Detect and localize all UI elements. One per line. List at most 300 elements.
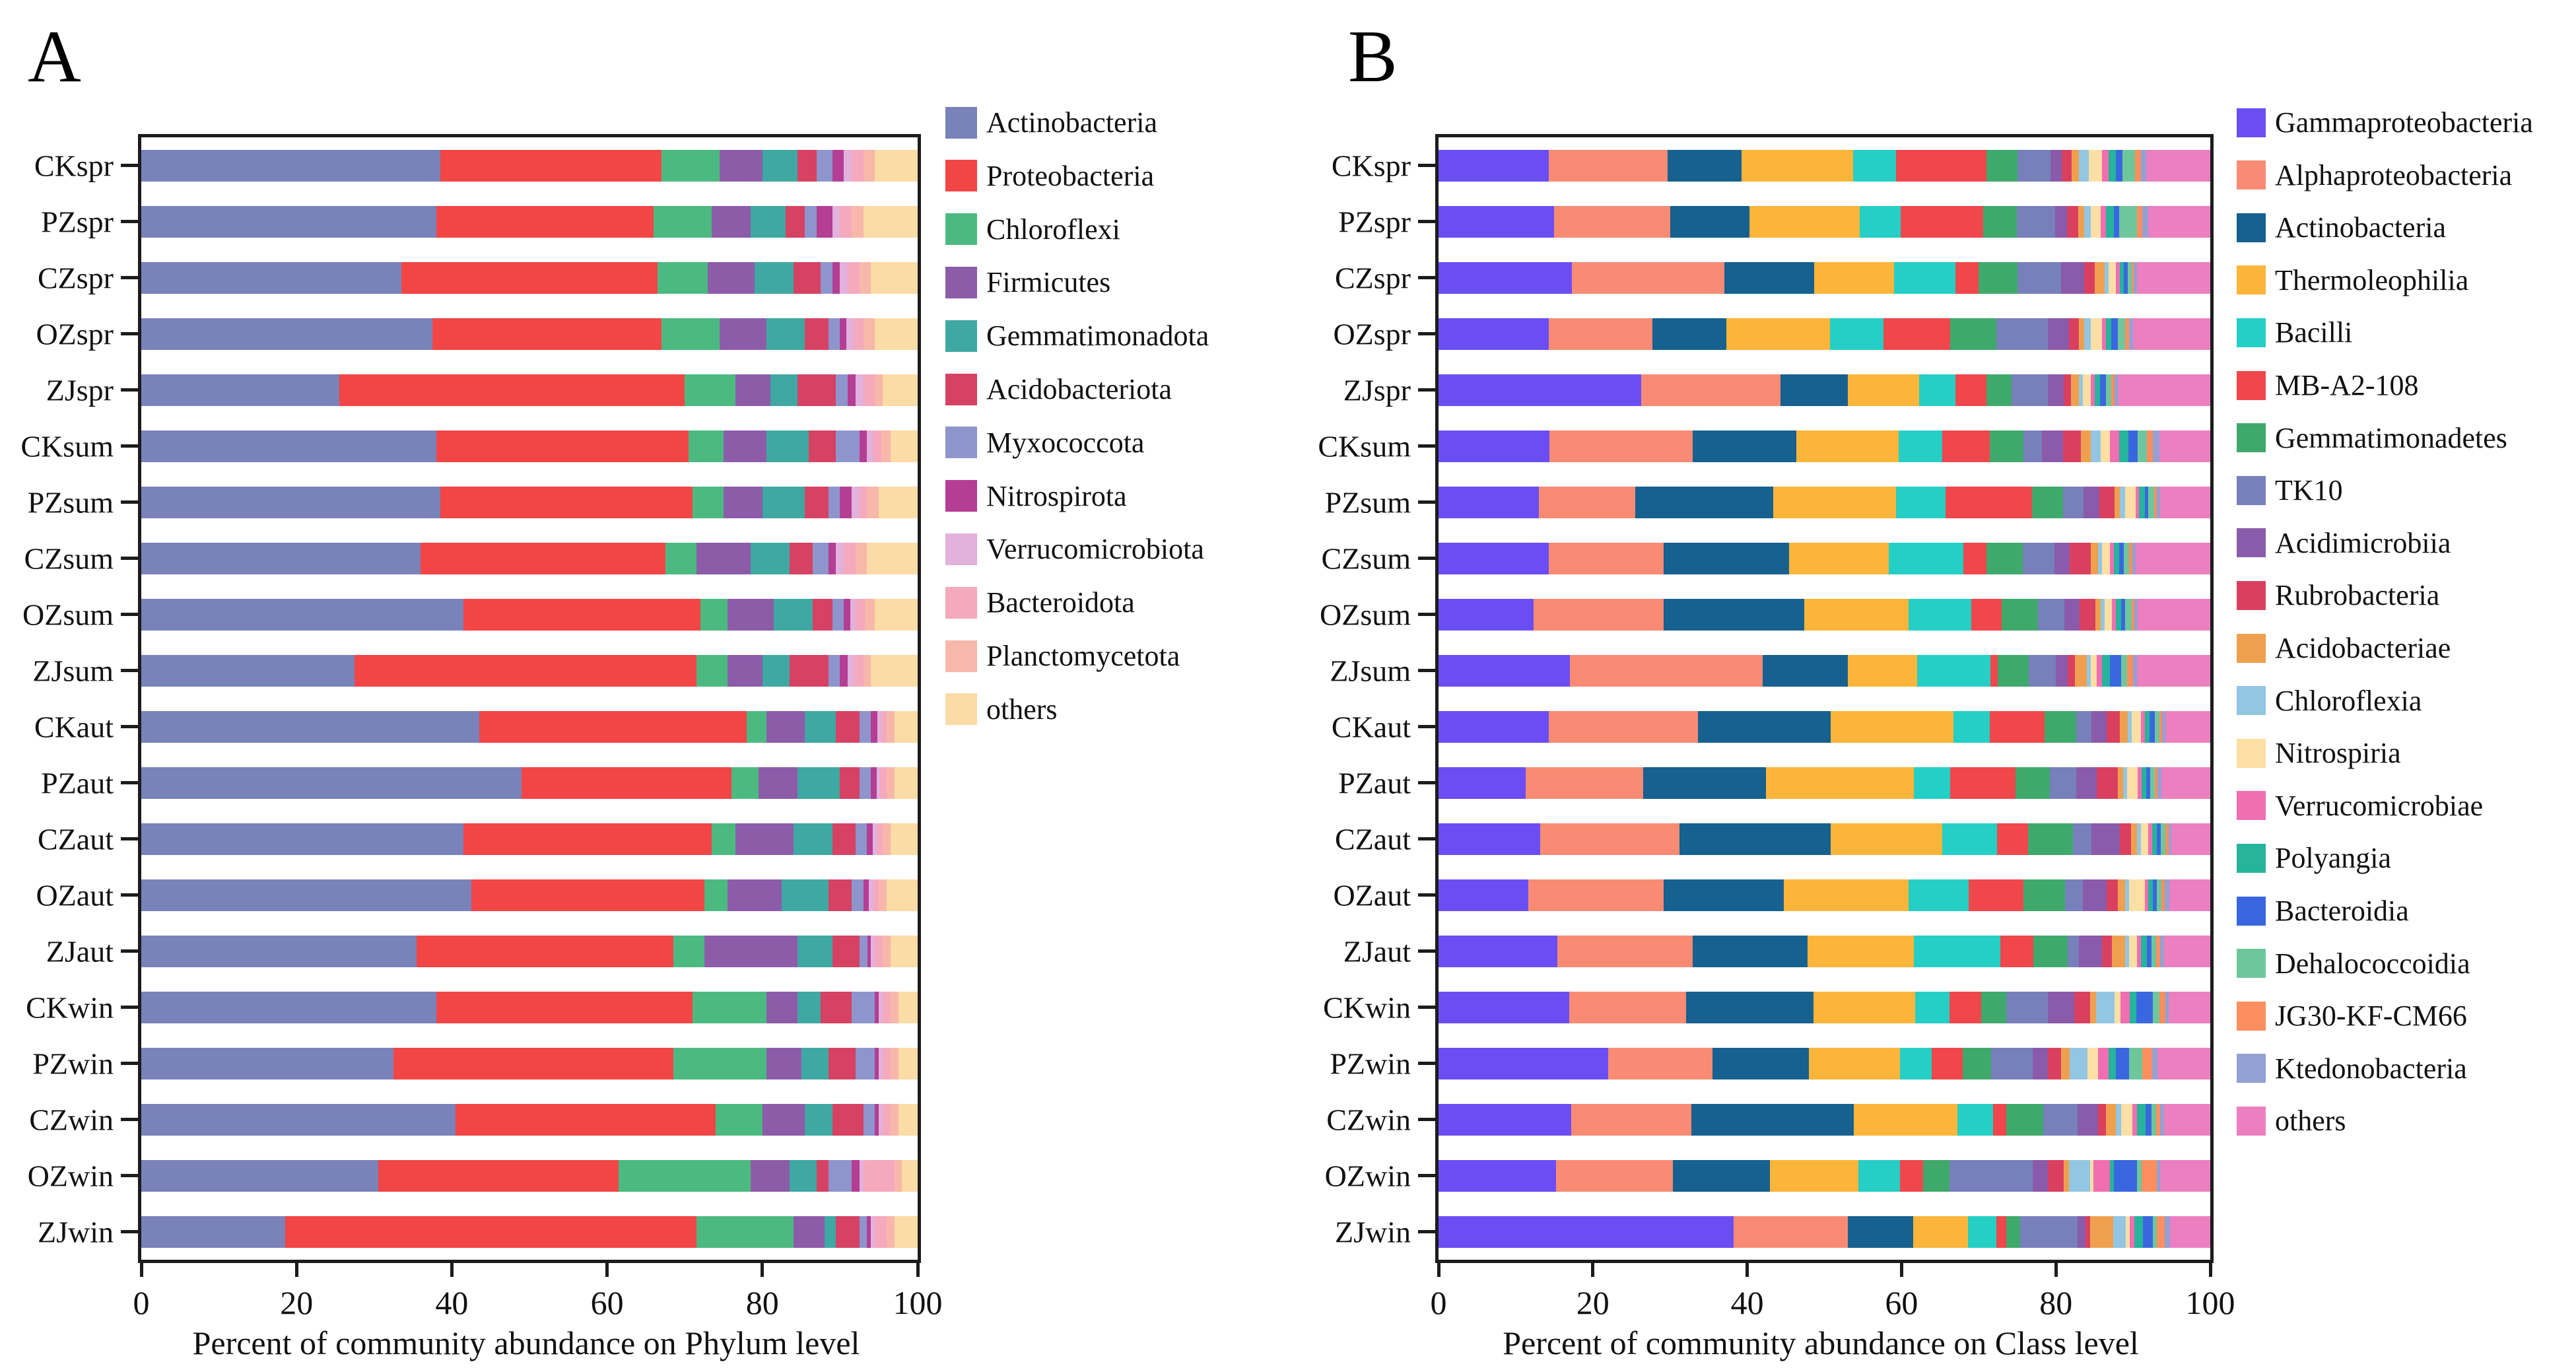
bar-segment-Firmicutes (763, 1104, 805, 1136)
bar-segment-Verrucomicrobiae (2132, 1104, 2137, 1136)
bar-segment-Bacilli (1919, 374, 1955, 406)
bar-segment-Acidimicrobiia (2054, 543, 2070, 574)
legend-swatch-icon (2237, 581, 2266, 610)
y-axis-tick (121, 781, 138, 784)
bar-segment-Actinobacteria (141, 1160, 378, 1192)
bar-segment-Dehalococcoidia (2153, 992, 2159, 1023)
bar-segment-Bacilli (1858, 1160, 1900, 1192)
bar-segment-Myxococcota (829, 318, 840, 350)
bar-segment-Gemmatimonadetes (1981, 992, 2007, 1023)
bar-segment-others (879, 487, 918, 518)
bar-segment-Actinobacteria (141, 1216, 285, 1248)
x-tick-label-80: 80 (745, 1284, 779, 1321)
bar-row-OZaut (1439, 879, 2210, 911)
category-label-PZaut: PZaut (41, 766, 114, 800)
bar-segment-Alphaproteobacteria (1570, 655, 1763, 687)
bar-segment-others (2138, 599, 2210, 631)
bar-segment-Firmicutes (712, 206, 751, 238)
bar-segment-Actinobacteria (141, 206, 436, 238)
bar-segment-Rubrobacteria (2063, 430, 2081, 462)
bar-segment-Acidimicrobiia (2048, 374, 2063, 406)
bar-segment-Bacteroidota (873, 879, 879, 911)
legend-label: Alphaproteobacteria (2275, 158, 2513, 191)
legend-swatch-icon (2237, 318, 2266, 347)
x-axis-tick (295, 1260, 298, 1277)
bar-segment-Gemmatimonadota (766, 318, 805, 350)
bar-segment-Chloroflexi (689, 430, 724, 462)
bar-segment-Myxococcota (817, 150, 832, 182)
bar-row-OZsum (1439, 599, 2210, 631)
y-axis-tick (1418, 444, 1435, 448)
bar-segment-Myxococcota (860, 936, 867, 967)
bar-segment-Rubrobacteria (2098, 1104, 2106, 1136)
y-axis-tick (121, 164, 138, 167)
bar-segment-Gammaproteobacteria (1439, 655, 1570, 687)
y-axis-tick (121, 500, 138, 504)
bar-segment-Dehalococcoidia (2137, 1160, 2142, 1192)
category-label-CKspr: CKspr (34, 149, 114, 182)
bar-row-PZwin (141, 1048, 918, 1079)
category-label-OZaut: OZaut (1333, 878, 1411, 912)
legend-item-Nitrospirota (945, 479, 1127, 513)
bar-segment-Acidobacteriota (829, 1048, 856, 1079)
bar-segment-Dehalococcoidia (2157, 879, 2161, 911)
legend-item-Thermoleophilia (2237, 263, 2468, 297)
bar-segment-TK10 (2068, 936, 2080, 967)
bar-segment-others (2148, 206, 2210, 238)
bar-segment-Polyangia (2152, 823, 2157, 855)
legend-item-Rubrobacteria (2237, 578, 2439, 612)
bar-segment-Myxococcota (856, 823, 867, 855)
y-axis-tick (121, 557, 138, 560)
y-axis-tick (1418, 725, 1435, 728)
bar-segment-Alphaproteobacteria (1534, 599, 1664, 631)
bar-segment-others (875, 150, 918, 182)
bar-segment-Bacteroidia (2150, 711, 2155, 743)
legend-item-Planctomycetota (945, 639, 1180, 673)
bar-row-CZaut (141, 823, 918, 855)
bar-segment-Bacteroidota (860, 487, 867, 518)
bar-segment-others (2137, 262, 2210, 294)
bar-segment-Rubrobacteria (2097, 767, 2118, 799)
bar-segment-Thermoleophilia (1784, 879, 1909, 911)
bar-segment-Polyangia (2130, 992, 2136, 1023)
bar-segment-JG30-KF-CM66 (2157, 1216, 2165, 1248)
category-label-OZwin: OZwin (1324, 1159, 1411, 1192)
bar-segment-others (883, 374, 918, 406)
legend-label: Planctomycetota (986, 640, 1180, 672)
legend-item-TK10 (2237, 473, 2343, 507)
x-tick-label-100: 100 (2185, 1284, 2235, 1321)
bar-row-PZaut (1439, 767, 2210, 799)
bar-segment-Gemmatimonadota (797, 936, 832, 967)
x-axis-tick (2209, 1260, 2212, 1277)
bar-segment-Actinobacteria (1763, 655, 1848, 687)
bar-segment-Gammaproteobacteria (1439, 543, 1549, 574)
legend-label: Chloroflexi (986, 213, 1120, 246)
bar-segment-Planctomycetota (891, 992, 898, 1023)
bar-segment-Planctomycetota (883, 936, 891, 967)
bar-segment-Gemmatimonadetes (1986, 150, 2017, 182)
bar-segment-Gammaproteobacteria (1439, 1104, 1571, 1136)
legend-swatch-icon (2237, 844, 2266, 873)
bar-segment-Chloroflexia (2069, 1160, 2090, 1192)
bar-segment-MB-A2-108 (1942, 430, 1989, 462)
bar-row-CKwin (141, 992, 918, 1023)
category-label-ZJwin: ZJwin (38, 1215, 114, 1249)
bar-segment-Myxococcota (829, 655, 840, 687)
bar-segment-Myxococcota (852, 879, 864, 911)
bar-segment-Actinobacteria (141, 767, 522, 799)
bar-segment-Acidimicrobiia (2042, 430, 2063, 462)
legend-label: Bacilli (2275, 316, 2353, 349)
bar-segment-Acidobacteriota (832, 823, 856, 855)
category-label-PZsum: PZsum (1324, 485, 1411, 519)
bar-segment-Bacteroidota (880, 767, 886, 799)
bar-segment-Bacilli (1900, 1048, 1932, 1079)
bar-segment-MB-A2-108 (2000, 936, 2033, 967)
bar-segment-Acidobacteriae (2090, 1216, 2113, 1248)
bar-segment-Proteobacteria (378, 1160, 619, 1192)
bar-segment-Acidobacteriota (805, 487, 828, 518)
bar-segment-Gammaproteobacteria (1439, 150, 1549, 182)
category-label-ZJsum: ZJsum (32, 654, 114, 687)
legend-swatch-icon (945, 267, 977, 298)
category-label-CZsum: CZsum (1321, 541, 1411, 575)
bar-segment-Bacilli (1830, 318, 1884, 350)
bar-segment-Planctomycetota (887, 1216, 895, 1248)
bar-segment-Chloroflexi (693, 992, 766, 1023)
bar-segment-Dehalococcoidia (2119, 206, 2137, 238)
legend-item-others (2237, 1104, 2346, 1138)
bar-segment-MB-A2-108 (1901, 206, 1983, 238)
bar-segment-Verrucomicrobiota (852, 487, 860, 518)
bar-row-OZspr (1439, 318, 2210, 350)
y-axis-tick (1418, 1118, 1435, 1121)
bar-segment-Bacilli (1860, 206, 1901, 238)
bar-segment-Dehalococcoidia (2138, 430, 2147, 462)
legend-item-Alphaproteobacteria (2237, 158, 2512, 192)
bar-segment-Nitrospiria (2129, 879, 2144, 911)
category-label-CKwin: CKwin (1323, 990, 1411, 1024)
bar-segment-TK10 (2017, 206, 2055, 238)
bar-segment-Chloroflexia (2084, 318, 2090, 350)
bar-segment-TK10 (2073, 823, 2091, 855)
bar-segment-Firmicutes (751, 1160, 790, 1192)
bar-segment-Rubrobacteria (2048, 1160, 2063, 1192)
bar-segment-JG30-KF-CM66 (2142, 1160, 2157, 1192)
bar-segment-MB-A2-108 (1900, 1160, 1923, 1192)
bar-segment-Myxococcota (821, 262, 832, 294)
bar-row-ZJspr (141, 374, 918, 406)
bar-segment-MB-A2-108 (1955, 262, 1979, 294)
bar-segment-Verrucomicrobiae (2097, 655, 2102, 687)
bar-segment-Rubrobacteria (2102, 936, 2112, 967)
bar-segment-MB-A2-108 (1990, 711, 2045, 743)
bar-segment-Verrucomicrobiae (2120, 992, 2130, 1023)
bar-segment-MB-A2-108 (1963, 543, 1986, 574)
bar-segment-Acidobacteriae (2118, 879, 2126, 911)
bar-segment-Chloroflexi (716, 1104, 763, 1136)
bar-segment-Nitrospiria (2091, 206, 2101, 238)
bar-segment-Gammaproteobacteria (1439, 1216, 1734, 1248)
bar-segment-Bacilli (1909, 599, 1971, 631)
bar-segment-Nitrospirota (840, 655, 848, 687)
bar-segment-Acidobacteriota (809, 430, 836, 462)
category-label-OZaut: OZaut (36, 878, 114, 912)
bar-segment-Verrucomicrobiae (2130, 1216, 2134, 1248)
bar-segment-Chloroflexia (2079, 150, 2089, 182)
bar-segment-Polyangia (2109, 150, 2117, 182)
bar-segment-Polyangia (2137, 1104, 2146, 1136)
bar-segment-Thermoleophilia (1809, 1048, 1900, 1079)
bar-segment-Planctomycetota (856, 543, 867, 574)
bar-segment-Gemmatimonadetes (1923, 1160, 1949, 1192)
bar-segment-Acidobacteriae (2115, 487, 2120, 518)
bar-segment-Actinobacteria (1712, 1048, 1809, 1079)
y-axis-tick (121, 893, 138, 897)
bar-row-ZJaut (1439, 936, 2210, 967)
bar-segment-Alphaproteobacteria (1608, 1048, 1712, 1079)
bar-segment-Proteobacteria (393, 1048, 673, 1079)
bar-segment-others (895, 711, 918, 743)
bar-segment-Thermoleophilia (1770, 1160, 1858, 1192)
bar-segment-Chloroflexi (661, 318, 720, 350)
bar-segment-Gemmatimonadota (774, 599, 813, 631)
bar-segment-Alphaproteobacteria (1549, 543, 1664, 574)
y-axis-tick (121, 444, 138, 448)
bar-segment-Nitrospirota (852, 1160, 860, 1192)
bar-segment-others (871, 262, 918, 294)
bar-segment-Thermoleophilia (1808, 936, 1914, 967)
bar-segment-Acidimicrobiia (2083, 879, 2107, 911)
legend-label: Ktedonobacteria (2275, 1052, 2467, 1085)
legend-swatch-icon (2237, 1107, 2266, 1136)
y-axis-tick (121, 1174, 138, 1177)
bar-segment-others (2169, 992, 2210, 1023)
bar-segment-Acidobacteriota (786, 206, 805, 238)
bar-segment-Planctomycetota (883, 823, 891, 855)
bar-segment-JG30-KF-CM66 (2142, 1048, 2152, 1079)
bar-segment-Acidobacteriae (2118, 767, 2123, 799)
bar-segment-Alphaproteobacteria (1539, 487, 1635, 518)
bar-segment-Chloroflexi (661, 150, 720, 182)
bar-segment-Gammaproteobacteria (1439, 823, 1540, 855)
bar-row-CZsum (1439, 543, 2210, 574)
legend-item-Chloroflexia (2237, 684, 2422, 718)
bar-segment-Actinobacteria (1664, 599, 1804, 631)
bar-segment-TK10 (2043, 1104, 2077, 1136)
bar-row-CKaut (141, 711, 918, 743)
bar-segment-Rubrobacteria (2062, 150, 2071, 182)
bar-segment-TK10 (2012, 374, 2048, 406)
bar-segment-Bacteroidota (883, 992, 891, 1023)
bar-row-PZsum (1439, 487, 2210, 518)
legend-swatch-icon (2237, 634, 2266, 663)
category-label-ZJspr: ZJspr (46, 373, 114, 407)
bar-segment-Acidobacteriota (797, 374, 836, 406)
bar-segment-Polyangia (2102, 655, 2110, 687)
bar-segment-Acidobacteriota (790, 543, 813, 574)
y-axis-tick (1418, 332, 1435, 335)
bar-segment-Actinobacteria (1698, 711, 1831, 743)
bar-segment-Polyangia (2095, 374, 2100, 406)
category-label-ZJwin: ZJwin (1335, 1215, 1411, 1249)
bar-segment-Alphaproteobacteria (1734, 1216, 1848, 1248)
bar-segment-Planctomycetota (891, 1104, 898, 1136)
bar-segment-Nitrospirota (840, 487, 852, 518)
bar-segment-Chloroflexi (731, 767, 759, 799)
bar-segment-Actinobacteria (1643, 767, 1766, 799)
legend-label: TK10 (2275, 474, 2343, 507)
y-axis-tick (1418, 949, 1435, 953)
legend-swatch-icon (2237, 791, 2266, 820)
legend-item-Acidobacteriae (2237, 631, 2451, 665)
bar-segment-Verrucomicrobiae (2098, 1048, 2108, 1079)
legend-item-Ktedonobacteria (2237, 1052, 2467, 1085)
bar-segment-Rubrobacteria (2085, 1216, 2090, 1248)
bar-segment-others (2160, 487, 2210, 518)
bar-segment-Acidimicrobiia (2048, 318, 2069, 350)
bar-row-OZaut (141, 879, 918, 911)
bar-segment-Nitrospirota (864, 879, 869, 911)
bar-segment-MB-A2-108 (1993, 1104, 2006, 1136)
bar-segment-Proteobacteria (463, 599, 700, 631)
bar-segment-Actinobacteria (141, 543, 421, 574)
bar-segment-Chloroflexia (2116, 1104, 2121, 1136)
bar-segment-Actinobacteria (141, 992, 436, 1023)
legend-label: Rubrobacteria (2275, 579, 2440, 612)
bar-segment-Proteobacteria (421, 543, 665, 574)
bar-segment-JG30-KF-CM66 (2147, 430, 2153, 462)
bar-segment-Planctomycetota (887, 767, 895, 799)
category-label-OZsum: OZsum (1320, 598, 1411, 631)
bar-row-OZwin (1439, 1160, 2210, 1192)
bar-segment-others (875, 599, 918, 631)
legend-item-Firmicutes (945, 265, 1110, 299)
y-axis-tick (1418, 164, 1435, 167)
bar-row-CZaut (1439, 823, 2210, 855)
category-label-CZsum: CZsum (24, 541, 114, 575)
bar-segment-TK10 (1949, 1160, 2033, 1192)
bar-row-CKspr (1439, 150, 2210, 182)
bar-segment-Chloroflexia (2096, 992, 2115, 1023)
bar-segment-Polyangia (2145, 711, 2150, 743)
bar-segment-TK10 (2006, 992, 2048, 1023)
bar-segment-Gemmatimonadetes (2002, 599, 2038, 631)
bar-row-CZwin (1439, 1104, 2210, 1136)
bar-segment-others (2164, 936, 2210, 967)
bar-segment-Thermoleophilia (1814, 262, 1893, 294)
category-label-ZJaut: ZJaut (46, 934, 114, 968)
bar-segment-Nitrospiria (2109, 262, 2117, 294)
bar-segment-Bacilli (1915, 992, 1949, 1023)
bar-row-CKsum (1439, 430, 2210, 462)
category-label-ZJspr: ZJspr (1343, 373, 1411, 407)
bar-segment-Planctomycetota (865, 599, 875, 631)
bar-row-CZwin (141, 1104, 918, 1136)
bar-row-PZsum (141, 487, 918, 518)
bar-segment-Myxococcota (860, 711, 871, 743)
legend-swatch-icon (945, 533, 977, 565)
bar-row-CKaut (1439, 711, 2210, 743)
bar-segment-others (898, 1104, 918, 1136)
bar-segment-Bacteroidia (2114, 206, 2119, 238)
bar-segment-Actinobacteria (141, 879, 471, 911)
bar-segment-Acidobacteriae (2079, 318, 2084, 350)
bar-segment-Alphaproteobacteria (1549, 430, 1692, 462)
bar-segment-Proteobacteria (436, 206, 654, 238)
bar-row-PZspr (1439, 206, 2210, 238)
bar-row-PZaut (141, 767, 918, 799)
bar-segment-Nitrospiria (2127, 767, 2138, 799)
legend-swatch-icon (945, 107, 977, 139)
bar-segment-others (2169, 879, 2210, 911)
bar-segment-Gemmatimonadetes (1986, 543, 2023, 574)
bar-segment-Verrucomicrobiota (856, 374, 864, 406)
bar-segment-Ktedonobacteria (2165, 1216, 2170, 1248)
bar-segment-Bacilli (1968, 1216, 1996, 1248)
bar-segment-Nitrospiria (2132, 711, 2141, 743)
legend-label: Acidobacteriota (986, 373, 1172, 405)
bar-segment-Myxococcota (864, 1104, 875, 1136)
bar-segment-Firmicutes (704, 936, 797, 967)
bar-segment-Acidobacteriota (805, 318, 828, 350)
bar-segment-Verrucomicrobiae (2102, 150, 2108, 182)
bar-segment-Bacilli (1953, 711, 1990, 743)
bar-segment-others (2170, 1216, 2210, 1248)
bar-segment-Myxococcota (860, 1216, 867, 1248)
bar-segment-Acidimicrobiia (2033, 1048, 2048, 1079)
bar-segment-Chloroflexi (704, 879, 728, 911)
bar-segment-TK10 (2020, 1216, 2078, 1248)
bar-segment-Actinobacteria (141, 655, 355, 687)
bar-segment-Actinobacteria (141, 1104, 456, 1136)
bar-segment-Planctomycetota (895, 1160, 902, 1192)
bar-segment-Gammaproteobacteria (1439, 936, 1557, 967)
bar-segment-Gammaproteobacteria (1439, 374, 1641, 406)
legend-item-Verrucomicrobiota (945, 532, 1204, 566)
bar-segment-Ktedonobacteria (2165, 879, 2169, 911)
bar-segment-Actinobacteria (141, 318, 432, 350)
bar-segment-Gemmatimonadetes (2032, 487, 2063, 518)
x-tick-label-100: 100 (893, 1284, 943, 1321)
legend-item-others (945, 693, 1058, 726)
y-axis-tick (1418, 669, 1435, 672)
legend-label: Nitrospiria (2275, 737, 2401, 770)
bar-segment-Nitrospirota (867, 823, 872, 855)
bar-segment-Thermoleophilia (1848, 655, 1917, 687)
bar-segment-Rubrobacteria (2064, 374, 2072, 406)
bar-segment-Actinobacteria (1780, 374, 1848, 406)
category-label-OZspr: OZspr (1333, 317, 1411, 351)
bar-segment-Acidimicrobiia (2048, 992, 2074, 1023)
bar-segment-others (898, 992, 918, 1023)
legend-label: Proteobacteria (986, 159, 1155, 192)
bar-segment-Proteobacteria (436, 430, 689, 462)
bar-segment-Rubrobacteria (2067, 206, 2079, 238)
bar-segment-MB-A2-108 (1896, 150, 1986, 182)
bar-segment-MB-A2-108 (1883, 318, 1950, 350)
bar-row-ZJspr (1439, 374, 2210, 406)
bar-segment-Chloroflexi (747, 711, 766, 743)
bar-segment-others (864, 206, 918, 238)
bar-segment-Bacteroidota (854, 318, 863, 350)
legend-label: Gemmatimonadota (986, 320, 1209, 353)
category-label-ZJaut: ZJaut (1343, 934, 1411, 968)
bar-segment-Alphaproteobacteria (1526, 767, 1643, 799)
bar-segment-Rubrobacteria (2080, 599, 2095, 631)
